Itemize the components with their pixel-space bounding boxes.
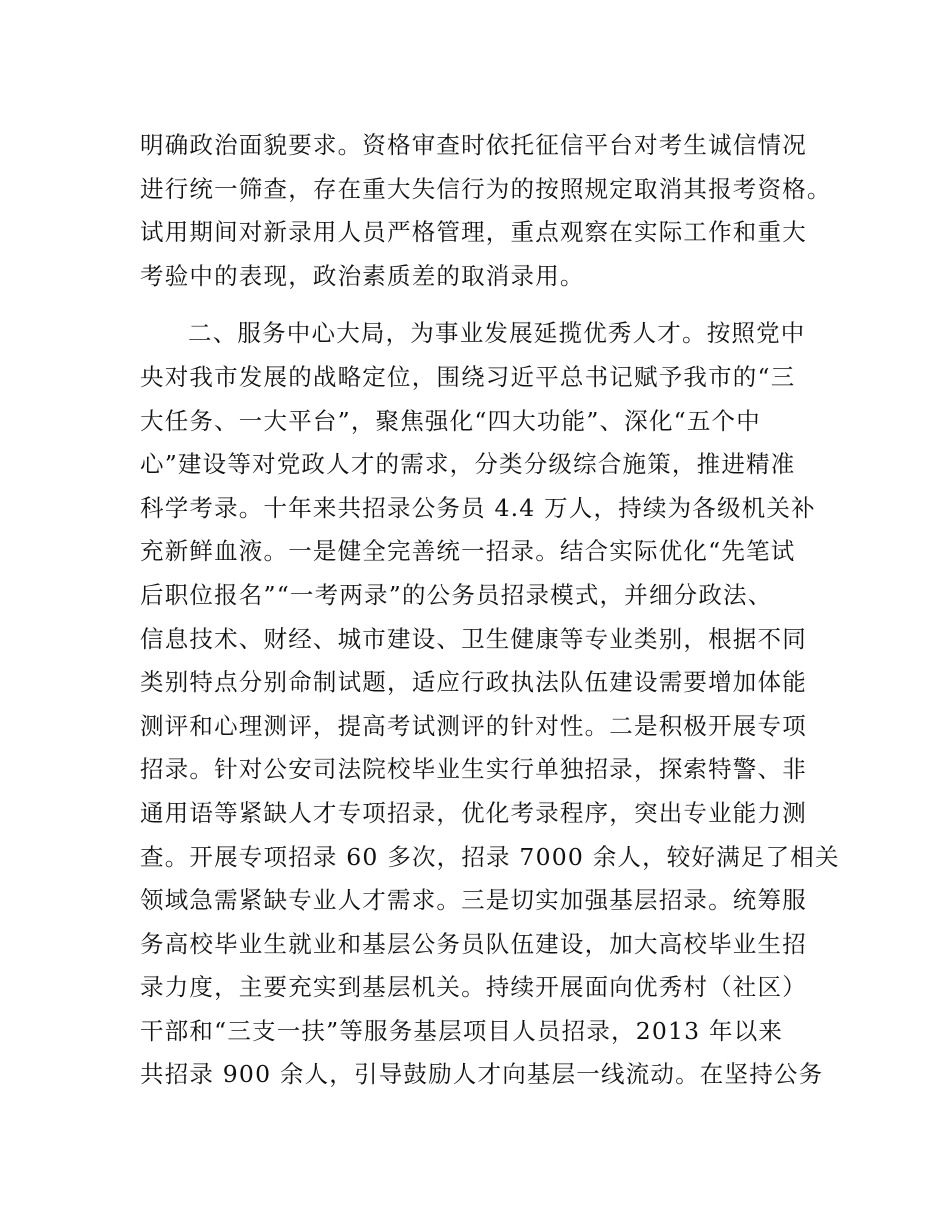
text-line: 通用语等紧缺人才专项招录，优化考录程序，突出专业能力测 [140, 798, 807, 827]
text-line: 央对我市发展的战略定位，围绕习近平总书记赋予我市的“三 [140, 362, 796, 391]
text-line: 明确政治面貌要求。资格审查时依托征信平台对考生诚信情况 [140, 131, 807, 159]
text-line: 招录。针对公安司法院校毕业生实行单独招录，探索特警、非 [140, 755, 807, 784]
text-line: 二、服务中心大局，为事业发展延揽优秀人才。按照党中 [188, 319, 806, 348]
text-line: 录力度，主要充实到基层机关。持续开展面向优秀村（社区） [140, 973, 807, 1002]
text-line: 心”建设等对党政人才的需求，分类分级综合施策，推进精准 [140, 450, 796, 479]
text-line: 务高校毕业生就业和基层公务员队伍建设，加大高校毕业生招 [140, 929, 807, 958]
text-line: 充新鲜血液。一是健全完善统一招录。结合实际优化“先笔试 [140, 537, 796, 566]
paragraph-1 [140, 124, 832, 298]
text-line: 进行统一筛查，存在重大失信行为的按照规定取消其报考资格。 [140, 174, 832, 203]
document-page [140, 124, 840, 1097]
text-line: 测评和心理测评，提高考试测评的针对性。二是积极开展专项 [140, 711, 807, 740]
text-line: 科学考录。十年来共招录公务员 4.4 万人，持续为各级机关补 [140, 493, 816, 522]
text-line: 考验中的表现，政治素质差的取消录用。 [140, 261, 585, 290]
text-line: 类别特点分别命制试题，适应行政执法队伍建设需要增加体能 [140, 668, 807, 697]
text-line: 后职位报名”“一考两录”的公务员招录模式，并细分政法、 [140, 580, 773, 609]
text-line: 干部和“三支一扶”等服务基层项目人员招录，2013 年以来 [140, 1016, 784, 1045]
text-line: 查。开展专项招录 60 多次，招录 7000 余人，较好满足了相关 [140, 842, 840, 871]
text-line: 共招录 900 余人，引导鼓励人才向基层一线流动。在坚持公务 [140, 1060, 824, 1089]
text-line: 大任务、一大平台”，聚焦强化“四大功能”、深化“五个中 [140, 406, 761, 435]
text-line: 领域急需紧缺专业人才需求。三是切实加强基层招录。统筹服 [140, 886, 807, 915]
paragraph-2 [140, 312, 840, 1097]
text-line: 信息技术、财经、城市建设、卫生健康等专业类别，根据不同 [140, 624, 807, 653]
paragraph-gap [140, 298, 820, 312]
text-line: 试用期间对新录用人员严格管理，重点观察在实际工作和重大 [140, 218, 807, 247]
